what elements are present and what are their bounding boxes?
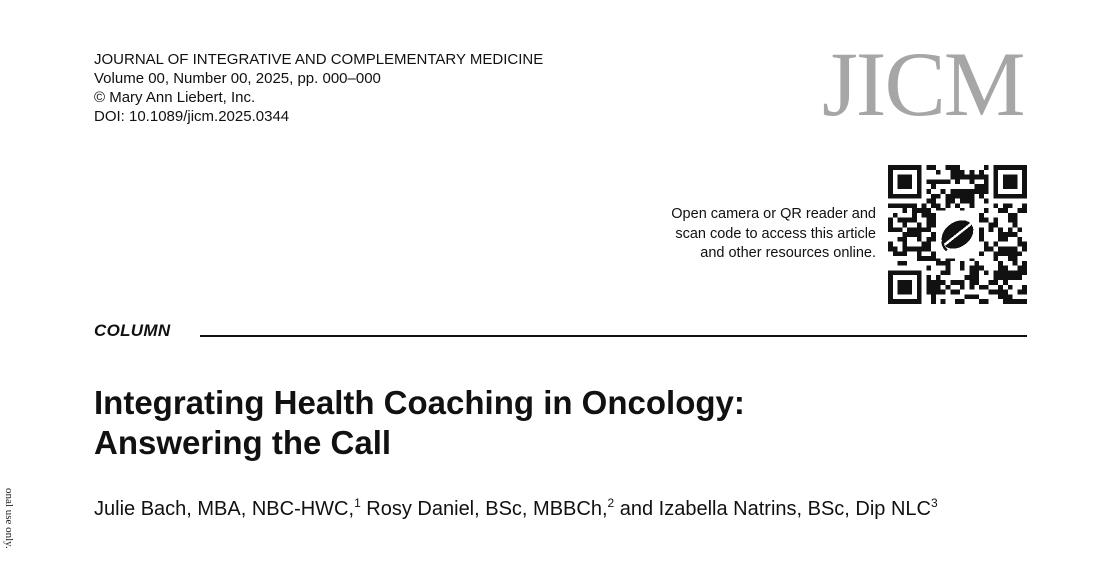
qr-line-2: scan code to access this article — [675, 225, 876, 242]
article-title — [94, 383, 745, 463]
affiliation-2[interactable]: 2 — [607, 496, 615, 510]
qr-instructions — [671, 205, 876, 264]
affiliation-3[interactable]: 3 — [931, 496, 938, 510]
copyright-line: © Mary Ann Liebert, Inc. — [94, 89, 256, 106]
author-1: Julie Bach, MBA, NBC-HWC, — [94, 498, 355, 520]
volume-line: Volume 00, Number 00, 2025, pp. 000–000 — [94, 70, 381, 87]
article-title-line-2: Answering the Call — [94, 424, 392, 461]
author-2: Rosy Daniel, BSc, MBBCh, — [360, 498, 608, 520]
section-label: COLUMN — [94, 321, 171, 340]
journal-logo: JICM — [822, 33, 1024, 135]
author-list — [94, 498, 938, 521]
journal-name: JOURNAL OF INTEGRATIVE AND COMPLEMENTARY MEDICINE — [94, 51, 544, 68]
qr-code-icon[interactable] — [888, 165, 1027, 304]
qr-line-1: Open camera or QR reader and — [671, 206, 876, 222]
journal-header — [94, 50, 543, 126]
qr-line-3: and other resources online. — [700, 245, 876, 261]
affiliation-1[interactable]: 1 — [354, 496, 361, 510]
article-title-line-1: Integrating Health Coaching in Oncology: — [94, 384, 745, 421]
doi-line[interactable]: DOI: 10.1089/jicm.2025.0344 — [94, 108, 290, 125]
author-3: and Izabella Natrins, BSc, Dip NLC — [614, 498, 931, 520]
section-divider — [200, 335, 1027, 337]
margin-watermark: onal use only. — [3, 488, 15, 549]
